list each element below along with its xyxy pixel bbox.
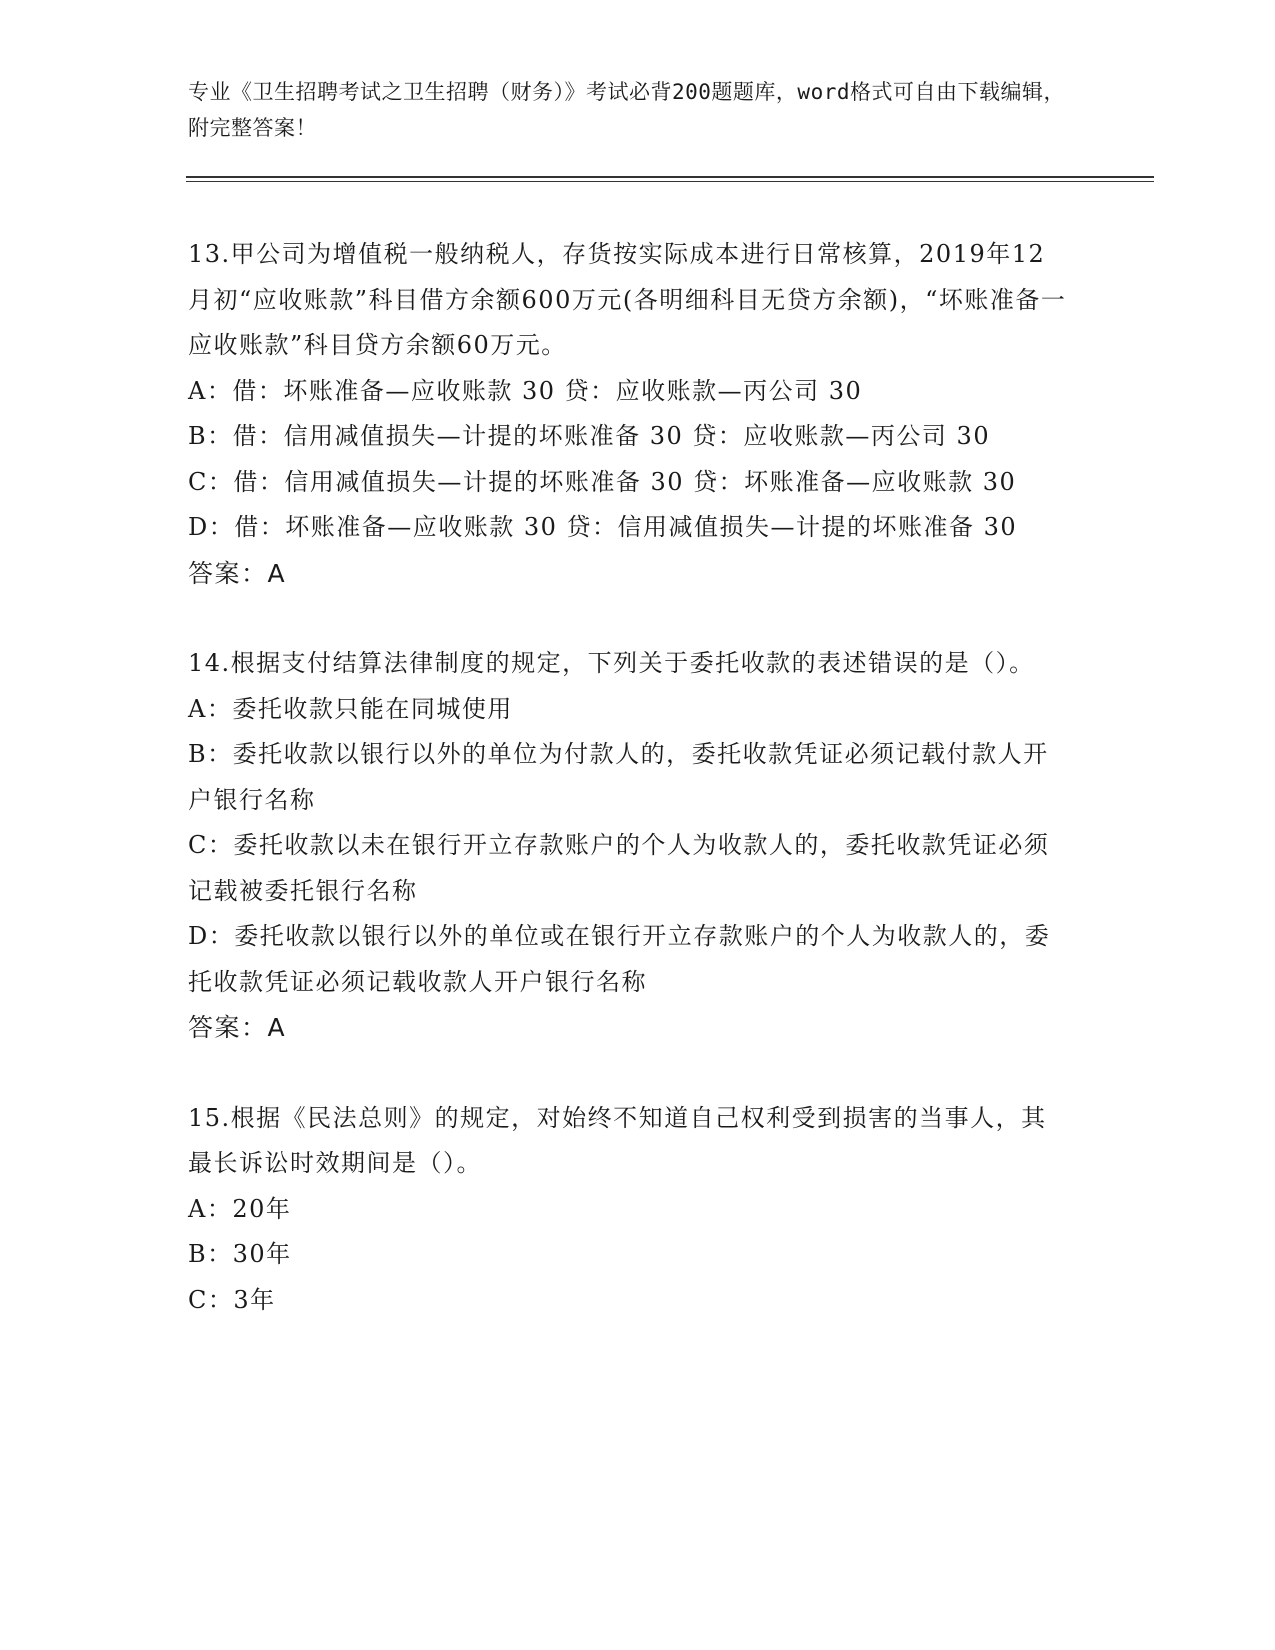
option-c: C：委托收款以未在银行开立存款账户的个人为收款人的，委托收款凭证必须记载被委托银行名称 [188,831,1050,905]
question-13 [188,232,1068,596]
question-text: 13.甲公司为增值税一般纳税人，存货按实际成本进行日常核算，2019年12月初“应收账款”科目借方余额600万元(各明细科目无贷方余额)，“坏账准备一应收账款”科目贷方余额60万元。 [188,240,1067,359]
header-divider-thick [186,176,1154,178]
answer: 答案：A [188,558,287,588]
option-b: B：委托收款以银行以外的单位为付款人的，委托收款凭证必须记载付款人开户银行名称 [188,740,1049,814]
answer: 答案：A [188,1013,287,1042]
option-a: A：20年 [188,1194,292,1223]
header-title: 专业《卫生招聘考试之卫生招聘（财务）》考试必背200题题库，word格式可自由下载编辑，附完整答案！ [188,80,1065,140]
question-15 [188,1096,1068,1324]
header-divider-thin [186,181,1154,182]
option-b: B：借：信用减值损失—计提的坏账准备 30 贷：应收账款—丙公司 30 [188,422,991,450]
option-d: D：委托收款以银行以外的单位或在银行开立存款账户的个人为收款人的，委托收款凭证必须记载收款人开户银行名称 [188,922,1051,996]
question-14 [188,641,1068,1051]
option-b: B：30年 [188,1240,292,1268]
question-text: 15.根据《民法总则》的规定，对始终不知道自己权利受到损害的当事人，其最长诉讼时效期间是（）。 [188,1103,1047,1177]
option-c: C：借：信用减值损失—计提的坏账准备 30 贷：坏账准备—应收账款 30 [188,467,1017,496]
question-list [188,232,1068,1368]
option-a: A：委托收款只能在同城使用 [188,694,513,723]
question-text: 14.根据支付结算法律制度的规定，下列关于委托收款的表述错误的是（）。 [188,649,1035,677]
option-a: A：借：坏账准备—应收账款 30 贷：应收账款—丙公司 30 [188,376,863,405]
option-d: D：借：坏账准备—应收账款 30 贷：信用减值损失—计提的坏账准备 30 [188,513,1018,541]
option-c: C：3年 [188,1285,276,1314]
